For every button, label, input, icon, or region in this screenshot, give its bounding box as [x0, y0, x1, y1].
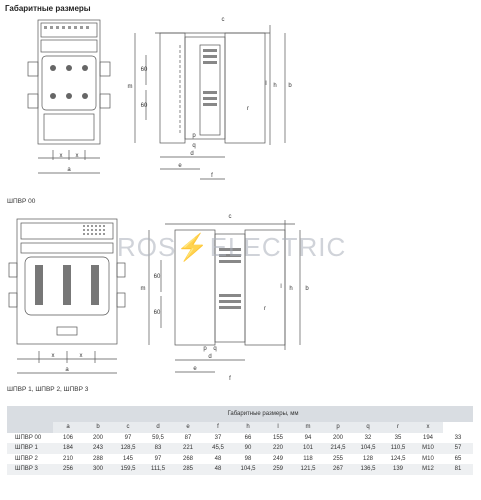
dim-c-label: c — [228, 214, 232, 220]
dim-m-label: m — [127, 84, 133, 90]
table-cell: 121,5 — [293, 464, 323, 475]
table-row — [7, 454, 473, 465]
table-cell: 66 — [233, 433, 263, 444]
table-cell: 98 — [233, 454, 263, 465]
column-header-x: x — [413, 422, 443, 433]
table-cell: 128 — [353, 454, 383, 465]
table-cell: 57 — [443, 443, 473, 454]
table-cell: 200 — [323, 433, 353, 444]
dim-x-label: x — [79, 353, 83, 359]
column-header-row — [7, 422, 473, 433]
table-cell: 288 — [83, 454, 113, 465]
dim-b-label: b — [305, 286, 309, 292]
table-cell: M10 — [413, 454, 443, 465]
dim-l-label: l — [265, 81, 267, 87]
table-cell: 214,5 — [323, 443, 353, 454]
table-cell: 194 — [413, 433, 443, 444]
watermark-right: ELECTRIC — [209, 232, 347, 262]
table-cell: 87 — [173, 433, 203, 444]
table-cell: 139 — [383, 464, 413, 475]
table-cell: 106 — [53, 433, 83, 444]
table-cell: 285 — [173, 464, 203, 475]
row-label: ШПВР 00 — [7, 433, 53, 444]
table-cell: 104,5 — [233, 464, 263, 475]
column-header-b: b — [83, 422, 113, 433]
table-cell: 243 — [83, 443, 113, 454]
table-cell: 35 — [383, 433, 413, 444]
front-body-outline — [38, 20, 100, 144]
watermark-left: ROS — [117, 232, 177, 262]
table-cell: 256 — [53, 464, 83, 475]
dim-60-label: 60 — [153, 274, 161, 280]
column-header-a: a — [53, 422, 83, 433]
column-header-m: m — [293, 422, 323, 433]
table-cell: 136,5 — [353, 464, 383, 475]
dim-q-label: q — [213, 346, 217, 352]
table-cell: 81 — [443, 464, 473, 475]
dim-a-label: a — [65, 367, 69, 373]
table-cell: 145 — [113, 454, 143, 465]
dim-60-label: 60 — [140, 103, 148, 109]
column-header-l: l — [263, 422, 293, 433]
column-header-e: e — [173, 422, 203, 433]
column-header-q: q — [353, 422, 383, 433]
row-label: ШПВР 3 — [7, 464, 53, 475]
table-cell: 104,5 — [353, 443, 383, 454]
dim-60-label: 60 — [153, 310, 161, 316]
front-view-drawing-2 — [5, 215, 135, 380]
table-cell: 101 — [293, 443, 323, 454]
table-cell: 59,5 — [143, 433, 173, 444]
row-label: ШПВР 2 — [7, 454, 53, 465]
dim-h-label: h — [289, 286, 293, 292]
table-cell: M10 — [413, 443, 443, 454]
table-cell: 155 — [263, 433, 293, 444]
table-cell: 110,5 — [383, 443, 413, 454]
table-cell: 33 — [443, 433, 473, 444]
caption-model-00: ШПВР 00 — [7, 198, 36, 205]
dim-l-label: l — [280, 284, 282, 290]
table-cell: 221 — [173, 443, 203, 454]
table-corner — [7, 406, 53, 433]
dim-d-label: d — [190, 151, 194, 157]
table-cell: 300 — [83, 464, 113, 475]
table-cell: 159,5 — [113, 464, 143, 475]
dim-e-label: e — [178, 163, 182, 169]
lightning-icon: ⚡ — [176, 232, 210, 262]
row-label: ШПВР 1 — [7, 443, 53, 454]
dim-p-label: p — [192, 133, 196, 139]
dim-60-label: 60 — [140, 67, 148, 73]
watermark — [117, 232, 346, 263]
table-cell: 124,5 — [383, 454, 413, 465]
dim-x-label: x — [75, 153, 79, 159]
page-title: Габаритные размеры — [5, 4, 91, 13]
table-cell: 111,5 — [143, 464, 173, 475]
table-cell: M12 — [413, 464, 443, 475]
table-row — [7, 433, 473, 444]
table-cell: 118 — [293, 454, 323, 465]
table-cell: 45,5 — [203, 443, 233, 454]
table-cell: 210 — [53, 454, 83, 465]
dim-e-label: e — [193, 366, 197, 372]
dim-f-label: f — [229, 376, 231, 382]
column-header-h: h — [233, 422, 263, 433]
table-cell: 267 — [323, 464, 353, 475]
column-header-c: c — [113, 422, 143, 433]
table-cell: 220 — [263, 443, 293, 454]
table-cell: 37 — [203, 433, 233, 444]
table-header: Габаритные размеры, мм — [53, 406, 473, 422]
dim-f-label: f — [211, 173, 213, 179]
dim-b-label: b — [288, 83, 292, 89]
table-cell: 184 — [53, 443, 83, 454]
table-cell: 268 — [173, 454, 203, 465]
column-header-r: r — [383, 422, 413, 433]
dim-h-label: h — [273, 83, 277, 89]
dim-x-label: x — [59, 153, 63, 159]
table-cell: 200 — [83, 433, 113, 444]
table-cell: 65 — [443, 454, 473, 465]
table-cell: 32 — [353, 433, 383, 444]
table-cell: 48 — [203, 464, 233, 475]
dim-r-label: r — [264, 306, 266, 312]
dim-q-label: q — [192, 143, 196, 149]
column-header-f: f — [203, 422, 233, 433]
dimensions-table — [7, 406, 473, 475]
column-header-d: d — [143, 422, 173, 433]
table-body — [7, 433, 473, 475]
table-cell: 94 — [293, 433, 323, 444]
table-cell: 259 — [263, 464, 293, 475]
front-view-drawing-1 — [10, 18, 130, 183]
table-row — [7, 464, 473, 475]
dim-c-label: c — [221, 17, 225, 23]
table-cell: 90 — [233, 443, 263, 454]
table-cell: 255 — [323, 454, 353, 465]
side-view-drawing-1 — [120, 15, 295, 190]
table-row — [7, 443, 473, 454]
table-cell: 83 — [143, 443, 173, 454]
table-cell: 128,5 — [113, 443, 143, 454]
dim-x-label: x — [51, 353, 55, 359]
caption-models-1-3: ШПВР 1, ШПВР 2, ШПВР 3 — [7, 386, 89, 393]
dim-p-label: p — [203, 346, 207, 352]
table-cell: 249 — [263, 454, 293, 465]
column-header-p: p — [323, 422, 353, 433]
dim-r-label: r — [247, 106, 249, 112]
dim-m-label: m — [140, 286, 146, 292]
dim-d-label: d — [208, 354, 212, 360]
table-cell: 48 — [203, 454, 233, 465]
table-cell: 97 — [143, 454, 173, 465]
dim-a-label: a — [67, 167, 71, 173]
table-cell: 97 — [113, 433, 143, 444]
